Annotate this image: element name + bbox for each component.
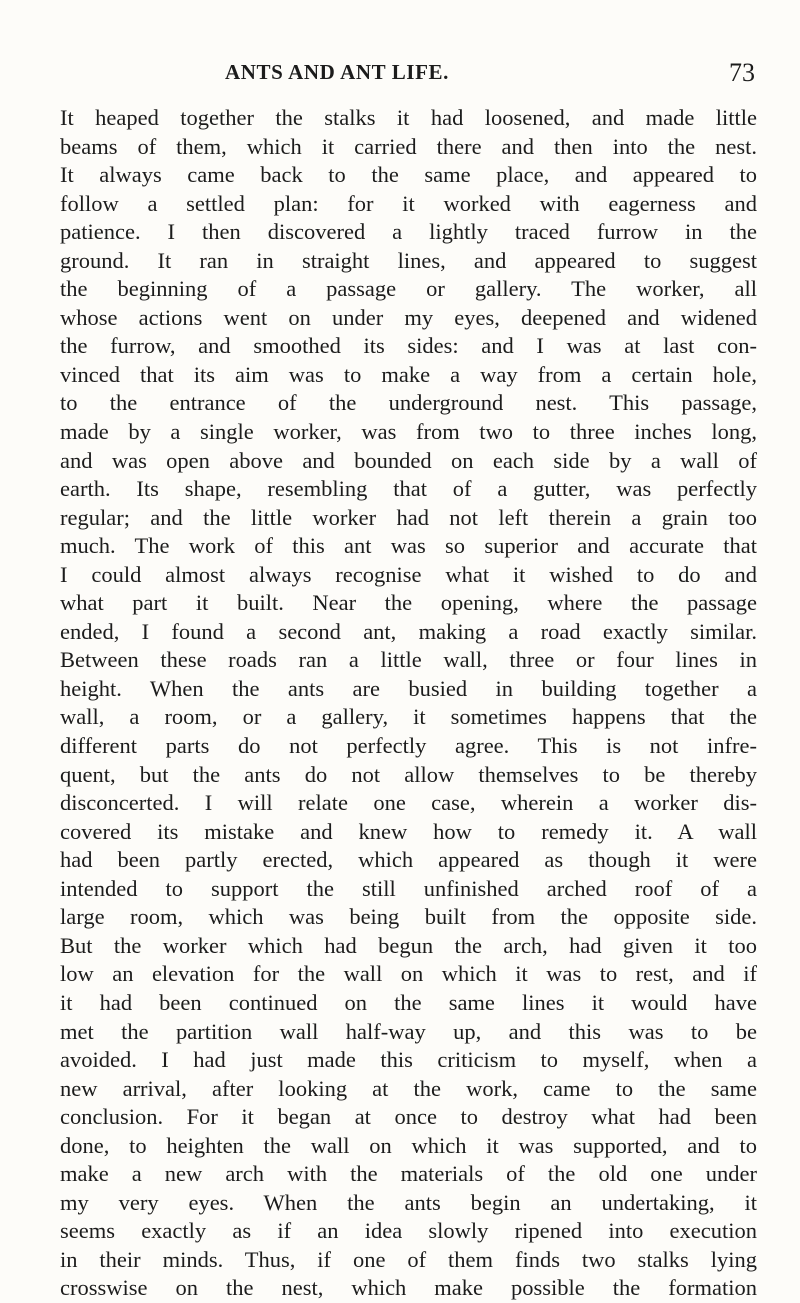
text-line: the beginning of a passage or gallery. The worker, all	[60, 276, 757, 302]
text-line: quent, but the ants do not allow themselves to be thereby	[60, 761, 757, 787]
text-line: vinced that its aim was to make a way from a certain hole,	[60, 361, 757, 387]
text-line: It always came back to the same place, and appeared to	[60, 162, 757, 188]
text-line: regular; and the little worker had not left therein a grain too	[60, 504, 757, 530]
text-line: beams of them, which it carried there and then into the nest.	[60, 133, 757, 159]
text-line: my very eyes. When the ants begin an undertaking, it	[60, 1189, 757, 1215]
text-line: different parts do not perfectly agree. This is not infre-	[60, 733, 757, 759]
text-line: whose actions went on under my eyes, deepened and widened	[60, 304, 757, 330]
running-head	[60, 58, 755, 92]
text-line: seems exactly as if an idea slowly ripened into execution	[60, 1218, 757, 1244]
text-line: avoided. I had just made this criticism to myself, when a	[60, 1047, 757, 1073]
text-line: covered its mistake and knew how to remedy it. A wall	[60, 818, 757, 844]
text-line: to the entrance of the underground nest. This passage,	[60, 390, 757, 416]
page-number: 73	[729, 58, 755, 87]
text-line: patience. I then discovered a lightly traced furrow in the	[60, 219, 757, 245]
text-line: wall, a room, or a gallery, it sometimes happens that the	[60, 704, 757, 730]
text-line: crosswise on the nest, which make possible the formation	[60, 1275, 757, 1301]
text-line: new arrival, after looking at the work, came to the same	[60, 1075, 757, 1101]
text-line: But the worker which had begun the arch, had given it too	[60, 932, 757, 958]
text-line: disconcerted. I will relate one case, wherein a worker dis-	[60, 790, 757, 816]
running-head-title: ANTS AND ANT LIFE.	[225, 60, 449, 84]
text-line: It heaped together the stalks it had loosened, and made little	[60, 105, 757, 130]
text-line: made by a single worker, was from two to three inches long,	[60, 419, 757, 445]
text-line: height. When the ants are busied in building together a	[60, 675, 757, 701]
text-line: had been partly erected, which appeared as though it were	[60, 847, 757, 873]
text-line: large room, which was being built from the opposite side.	[60, 904, 757, 930]
text-line: met the partition wall half-way up, and this was to be	[60, 1018, 757, 1044]
text-line: much. The work of this ant was so superior and accurate that	[60, 533, 757, 559]
text-line: follow a settled plan: for it worked with eagerness and	[60, 190, 757, 216]
text-line: intended to support the still unfinished arched roof of a	[60, 875, 757, 901]
text-line: earth. Its shape, resembling that of a gutter, was perfectly	[60, 476, 757, 502]
body-text	[60, 104, 757, 1303]
text-line: I could almost always recognise what it wished to do and	[60, 561, 757, 587]
text-line: done, to heighten the wall on which it was supported, and to	[60, 1132, 757, 1158]
text-line: Between these roads ran a little wall, three or four lines in	[60, 647, 757, 673]
text-line: make a new arch with the materials of the old one under	[60, 1161, 757, 1187]
text-line: ground. It ran in straight lines, and appeared to suggest	[60, 247, 757, 273]
text-line: in their minds. Thus, if one of them finds two stalks lying	[60, 1246, 757, 1272]
text-line: ended, I found a second ant, making a road exactly similar.	[60, 618, 757, 644]
text-line: what part it built. Near the opening, where the passage	[60, 590, 757, 616]
text-line: the furrow, and smoothed its sides: and I was at last con-	[60, 333, 757, 359]
text-line: low an elevation for the wall on which it was to rest, and if	[60, 961, 757, 987]
text-line: and was open above and bounded on each side by a wall of	[60, 447, 757, 473]
text-line: conclusion. For it began at once to destroy what had been	[60, 1104, 757, 1130]
text-line: it had been continued on the same lines it would have	[60, 989, 757, 1015]
